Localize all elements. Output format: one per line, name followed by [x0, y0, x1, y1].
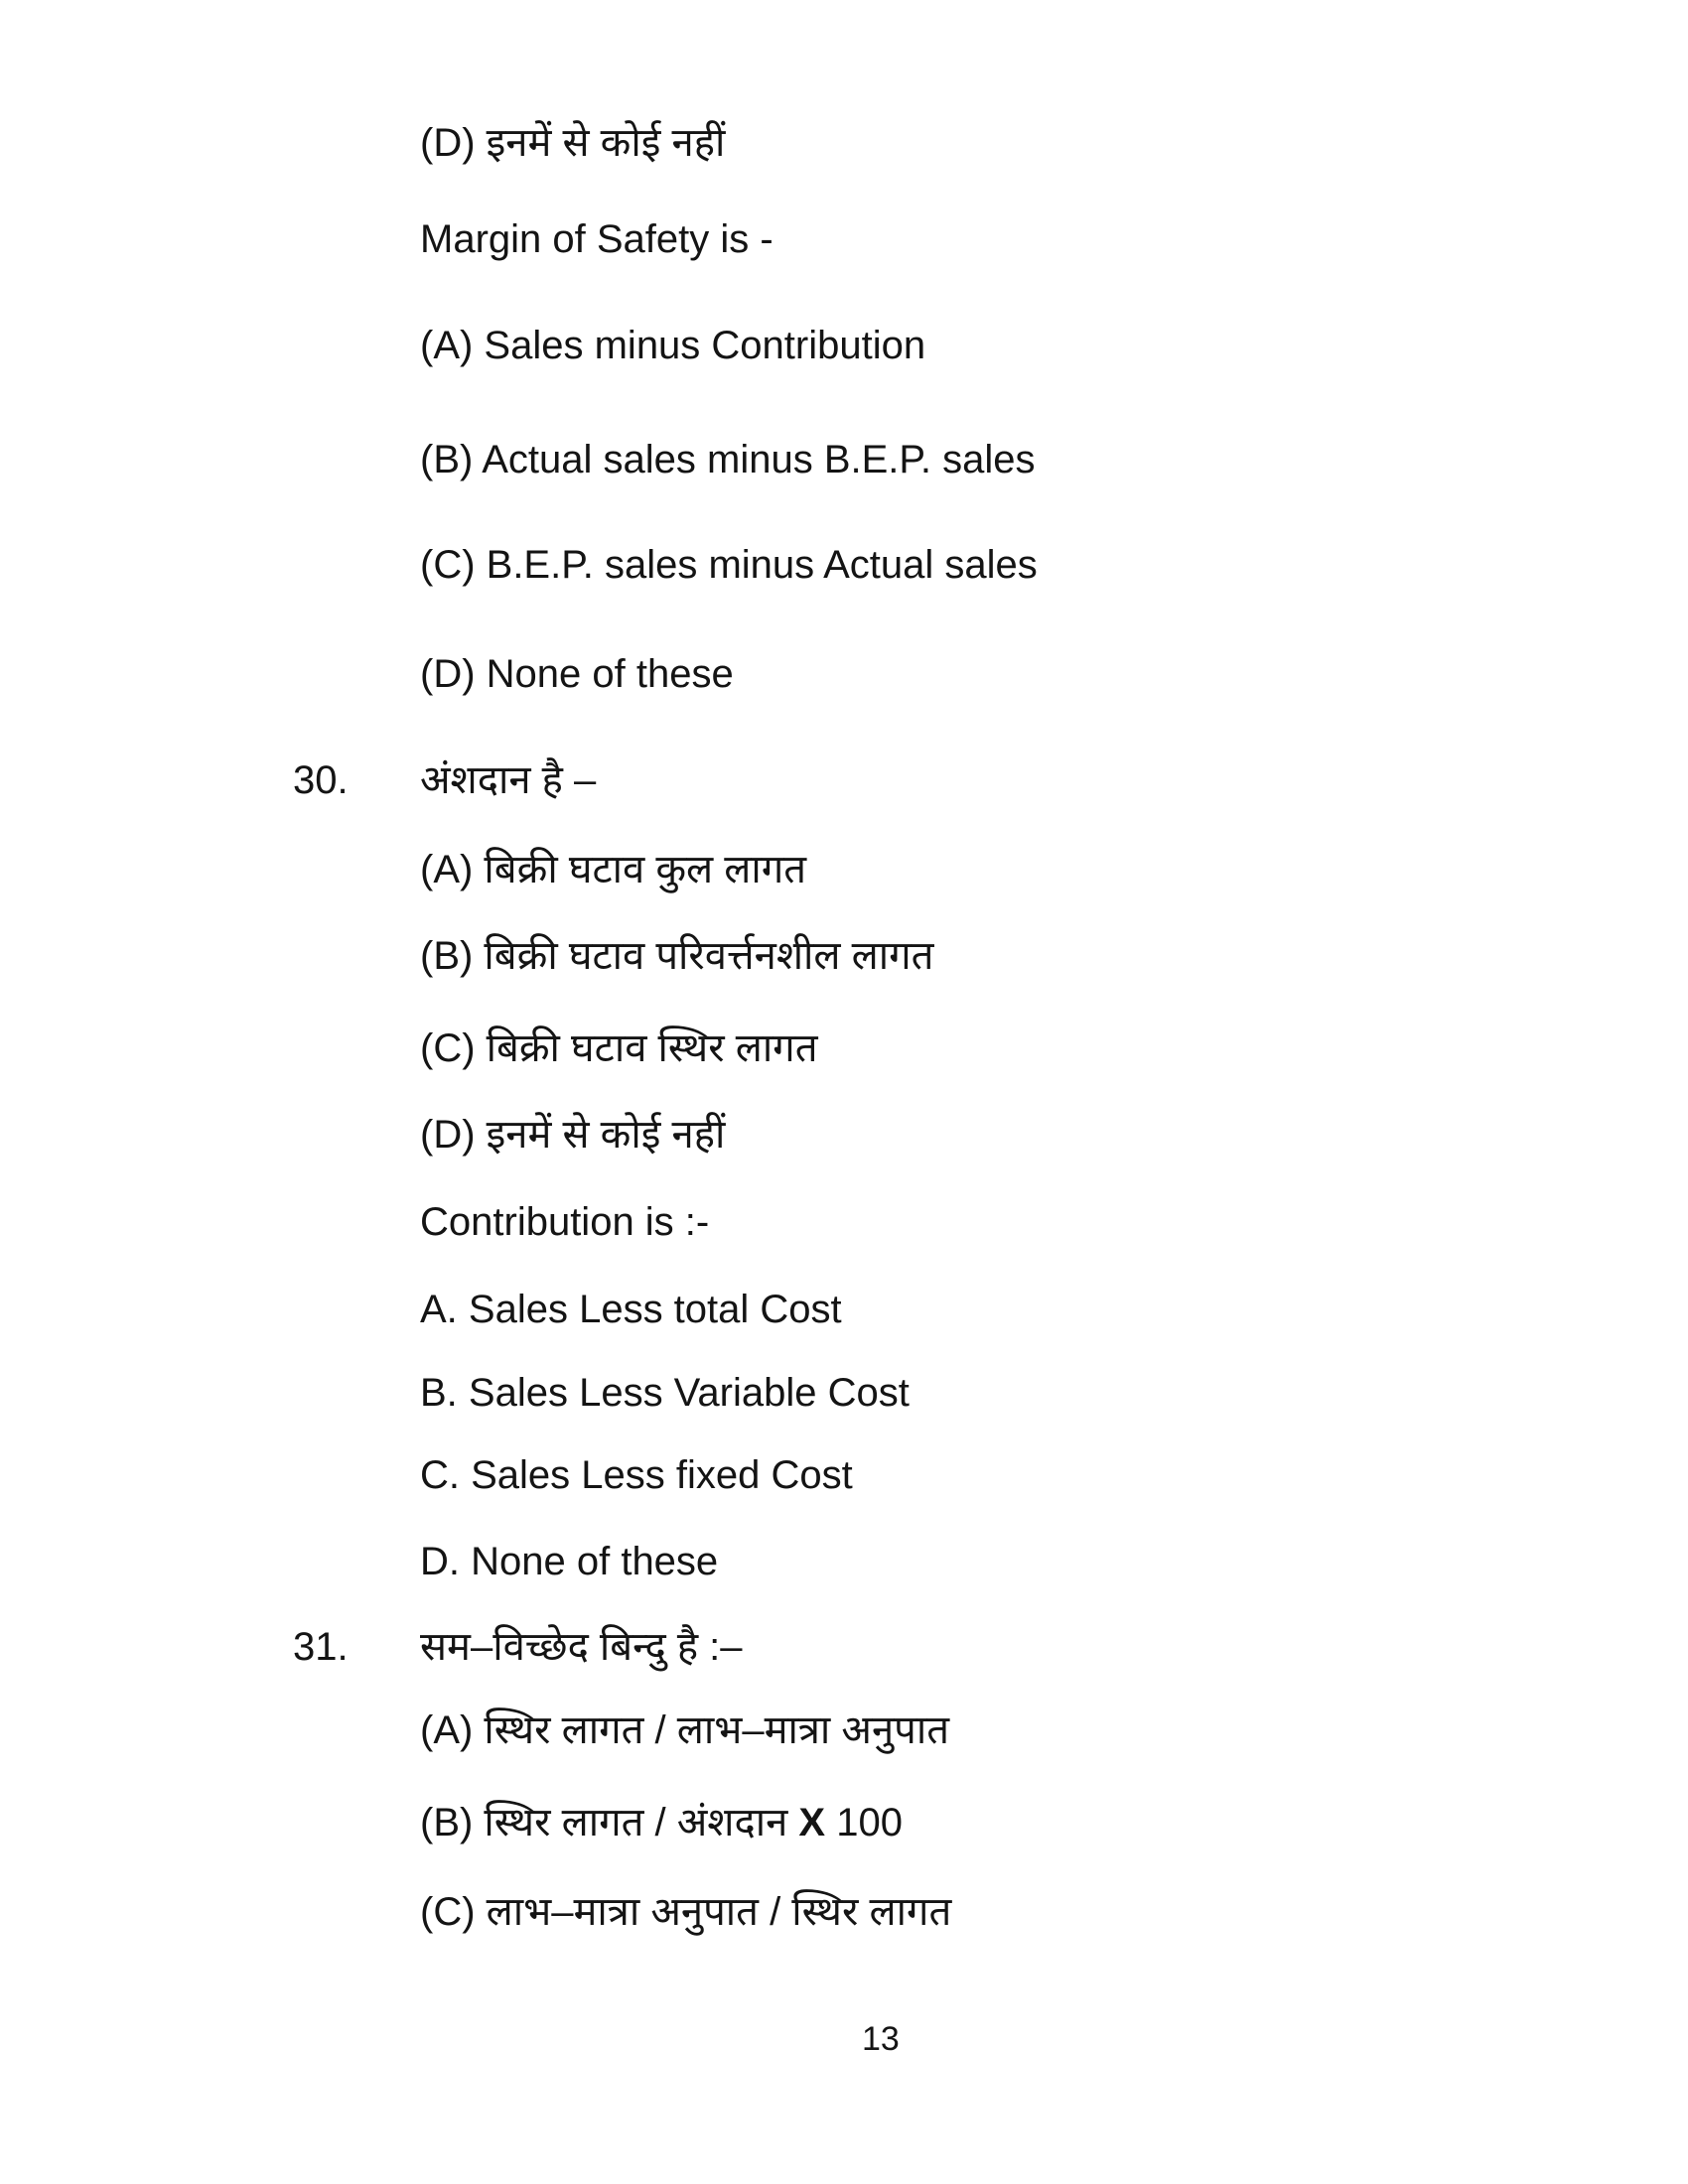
q29-question-english: Margin of Safety is - — [420, 217, 774, 261]
q31-option-c-hindi: (C) लाभ–मात्रा अनुपात / स्थिर लागत — [420, 1890, 952, 1934]
q31-option-b-hindi — [420, 1800, 903, 1845]
page-number: 13 — [862, 2020, 900, 2058]
q30-option-c-hindi: (C) बिक्री घटाव स्थिर लागत — [420, 1026, 818, 1070]
q30-option-d-hindi: (D) इनमें से कोई नहीं — [420, 1113, 726, 1157]
q30-option-b-english: B. Sales Less Variable Cost — [420, 1371, 910, 1415]
q31-option-b-text: (B) स्थिर लागत / अंशदान — [420, 1801, 799, 1844]
q31-number: 31. — [293, 1625, 349, 1669]
q31-option-b-value: 100 — [825, 1801, 903, 1844]
q30-option-b-hindi: (B) बिक्री घटाव परिवर्त्तनशील लागत — [420, 934, 934, 978]
q30-option-a-hindi: (A) बिक्री घटाव कुल लागत — [420, 848, 807, 891]
q31-question-hindi: सम–विच्छेद बिन्दु है :– — [420, 1625, 743, 1669]
q29-option-d-english: (D) None of these — [420, 652, 734, 696]
q29-option-c-english: (C) B.E.P. sales minus Actual sales — [420, 543, 1038, 587]
q29-option-b-english: (B) Actual sales minus B.E.P. sales — [420, 438, 1036, 481]
q30-option-a-english: A. Sales Less total Cost — [420, 1288, 842, 1331]
q29-option-d-hindi: (D) इनमें से कोई नहीं — [420, 121, 726, 165]
q31-option-b-multiplication-sign: X — [798, 1801, 826, 1844]
q30-option-d-english: D. None of these — [420, 1540, 719, 1583]
q29-option-a-english: (A) Sales minus Contribution — [420, 324, 926, 367]
q31-option-a-hindi: (A) स्थिर लागत / लाभ–मात्रा अनुपात — [420, 1708, 950, 1752]
q30-number: 30. — [293, 758, 349, 802]
q30-question-hindi: अंशदान है – — [420, 758, 597, 802]
q30-question-english: Contribution is :- — [420, 1200, 710, 1244]
q30-option-c-english: C. Sales Less fixed Cost — [420, 1453, 853, 1497]
